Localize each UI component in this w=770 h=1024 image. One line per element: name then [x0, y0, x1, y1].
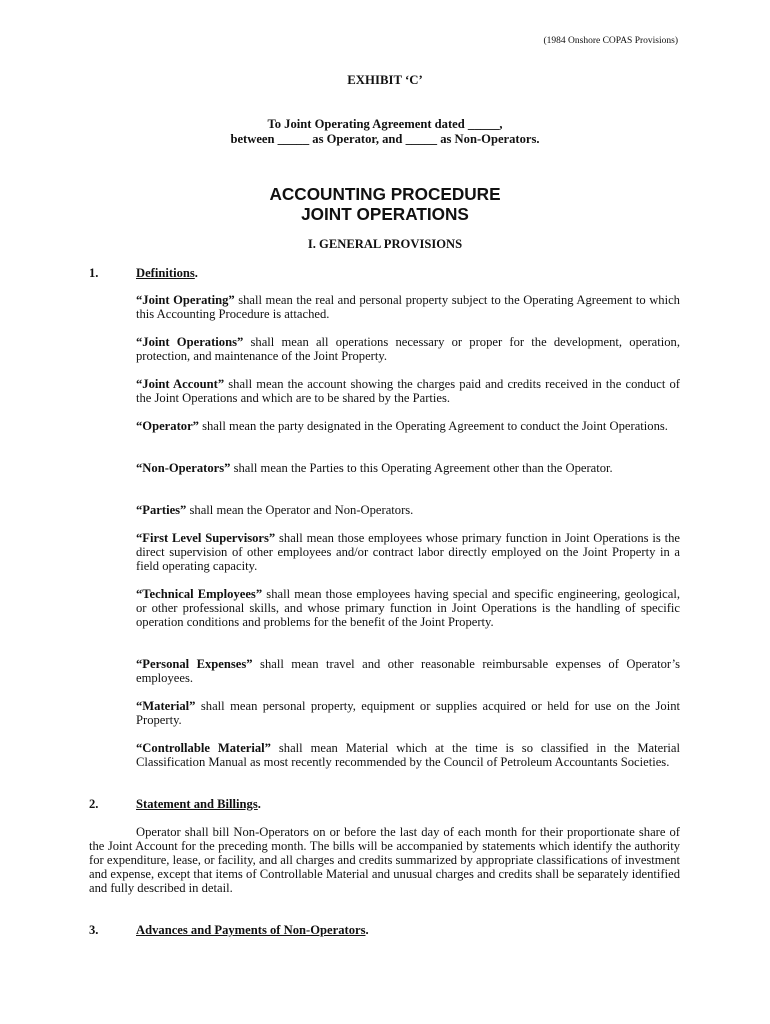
- definition-term: “Personal Expenses”: [136, 657, 253, 671]
- agreement-line-2: between _____ as Operator, and _____ as Non-Operators.: [230, 131, 540, 146]
- heading-number: 1.: [89, 266, 99, 280]
- definition-non-operators: [136, 461, 680, 475]
- heading-period: .: [194, 266, 198, 280]
- definition-term: “Material”: [136, 699, 196, 713]
- definition-text: shall mean Material which at the time is so classified in the Material Classification Manual as most recently recommended by the Council of Petroleum Accountants Societies.: [136, 741, 680, 769]
- heading-number: 2.: [89, 797, 99, 811]
- definition-text: shall mean travel and other reasonable reimbursable expenses of Operator’s employees.: [136, 657, 680, 685]
- heading-period: .: [257, 797, 261, 811]
- definition-text: shall mean the Parties to this Operating Agreement other than the Operator.: [230, 461, 613, 475]
- definition-text: shall mean the Operator and Non-Operators.: [186, 503, 414, 517]
- definition-text: shall mean those employees having special and specific engineering, geological, or other professional skills, and whose primary function in Joint Operations is the handling of specific operation conditions and problems for the benefit of the Joint Property.: [136, 587, 680, 629]
- definition-joint-operations: [136, 335, 680, 363]
- definition-parties: [136, 503, 680, 517]
- heading-title: Definitions.: [136, 266, 198, 280]
- exhibit-title: EXHIBIT ‘C’: [347, 73, 423, 87]
- definition-term: “Non-Operators”: [136, 461, 231, 475]
- definition-first-level-supervisors: [136, 531, 680, 573]
- definition-term: “Joint Operations”: [136, 335, 244, 349]
- definition-text: shall mean personal property, equipment or supplies acquired or held for use on the Joint Property.: [136, 699, 680, 727]
- title-line-2: JOINT OPERATIONS: [301, 203, 469, 224]
- definition-operator: [136, 419, 680, 433]
- definition-joint-operating: [136, 293, 680, 321]
- heading-title: Statement and Billings.: [136, 797, 261, 811]
- definition-term: “Controllable Material”: [136, 741, 271, 755]
- agreement-line-1: To Joint Operating Agreement dated _____,: [267, 117, 503, 131]
- definition-controllable-material: [136, 741, 680, 769]
- statement-billings-paragraph: Operator shall bill Non-Operators on or before the last day of each month for their proportionate share of the Joint Account for the preceding month. The bills will be accompanied by statements which identify the authority for expenditure, lease, or facility, and all charges and credits summarized by appropriate classifications of investment and expense, except that items of Controllable Material and unusual charges and credits shall be separately identified and fully described in detail.: [89, 825, 680, 895]
- definition-text: shall mean the party designated in the Operating Agreement to conduct the Joint Operations.: [198, 419, 668, 433]
- copas-provisions-note: (1984 Onshore COPAS Provisions): [543, 36, 678, 46]
- definition-personal-expenses: [136, 657, 680, 685]
- definition-term: “Joint Operating”: [136, 293, 235, 307]
- definition-text: shall mean the account showing the charges paid and credits received in the conduct of the Joint Operations and which are to be shared by the Parties.: [136, 377, 680, 405]
- definition-term: “Parties”: [136, 503, 187, 517]
- definition-term: “Technical Employees”: [136, 587, 263, 601]
- heading-title: Advances and Payments of Non-Operators.: [136, 923, 369, 937]
- agreement-reference: [0, 117, 770, 146]
- definition-text: shall mean all operations necessary or proper for the development, operation, protection, and maintenance of the Joint Property.: [136, 335, 680, 363]
- heading-number: 3.: [89, 923, 99, 937]
- definition-term: “Joint Account”: [136, 377, 225, 391]
- definition-text: shall mean the real and personal property subject to the Operating Agreement to which this Accounting Procedure is attached.: [136, 293, 680, 321]
- title-line-1: ACCOUNTING PROCEDURE: [269, 184, 501, 204]
- definition-joint-account: [136, 377, 680, 405]
- definition-material: [136, 699, 680, 727]
- definition-term: “Operator”: [136, 419, 199, 433]
- definition-term: “First Level Supervisors”: [136, 531, 276, 545]
- heading-period: .: [365, 923, 369, 937]
- section-heading-general-provisions: I. GENERAL PROVISIONS: [307, 237, 463, 251]
- document-title: [0, 185, 770, 224]
- definition-technical-employees: [136, 587, 680, 629]
- definition-text: shall mean those employees whose primary function in Joint Operations is the direct supervision of other employees and/or contract labor directly employed on the Joint Property in a field operating capacity.: [136, 531, 680, 573]
